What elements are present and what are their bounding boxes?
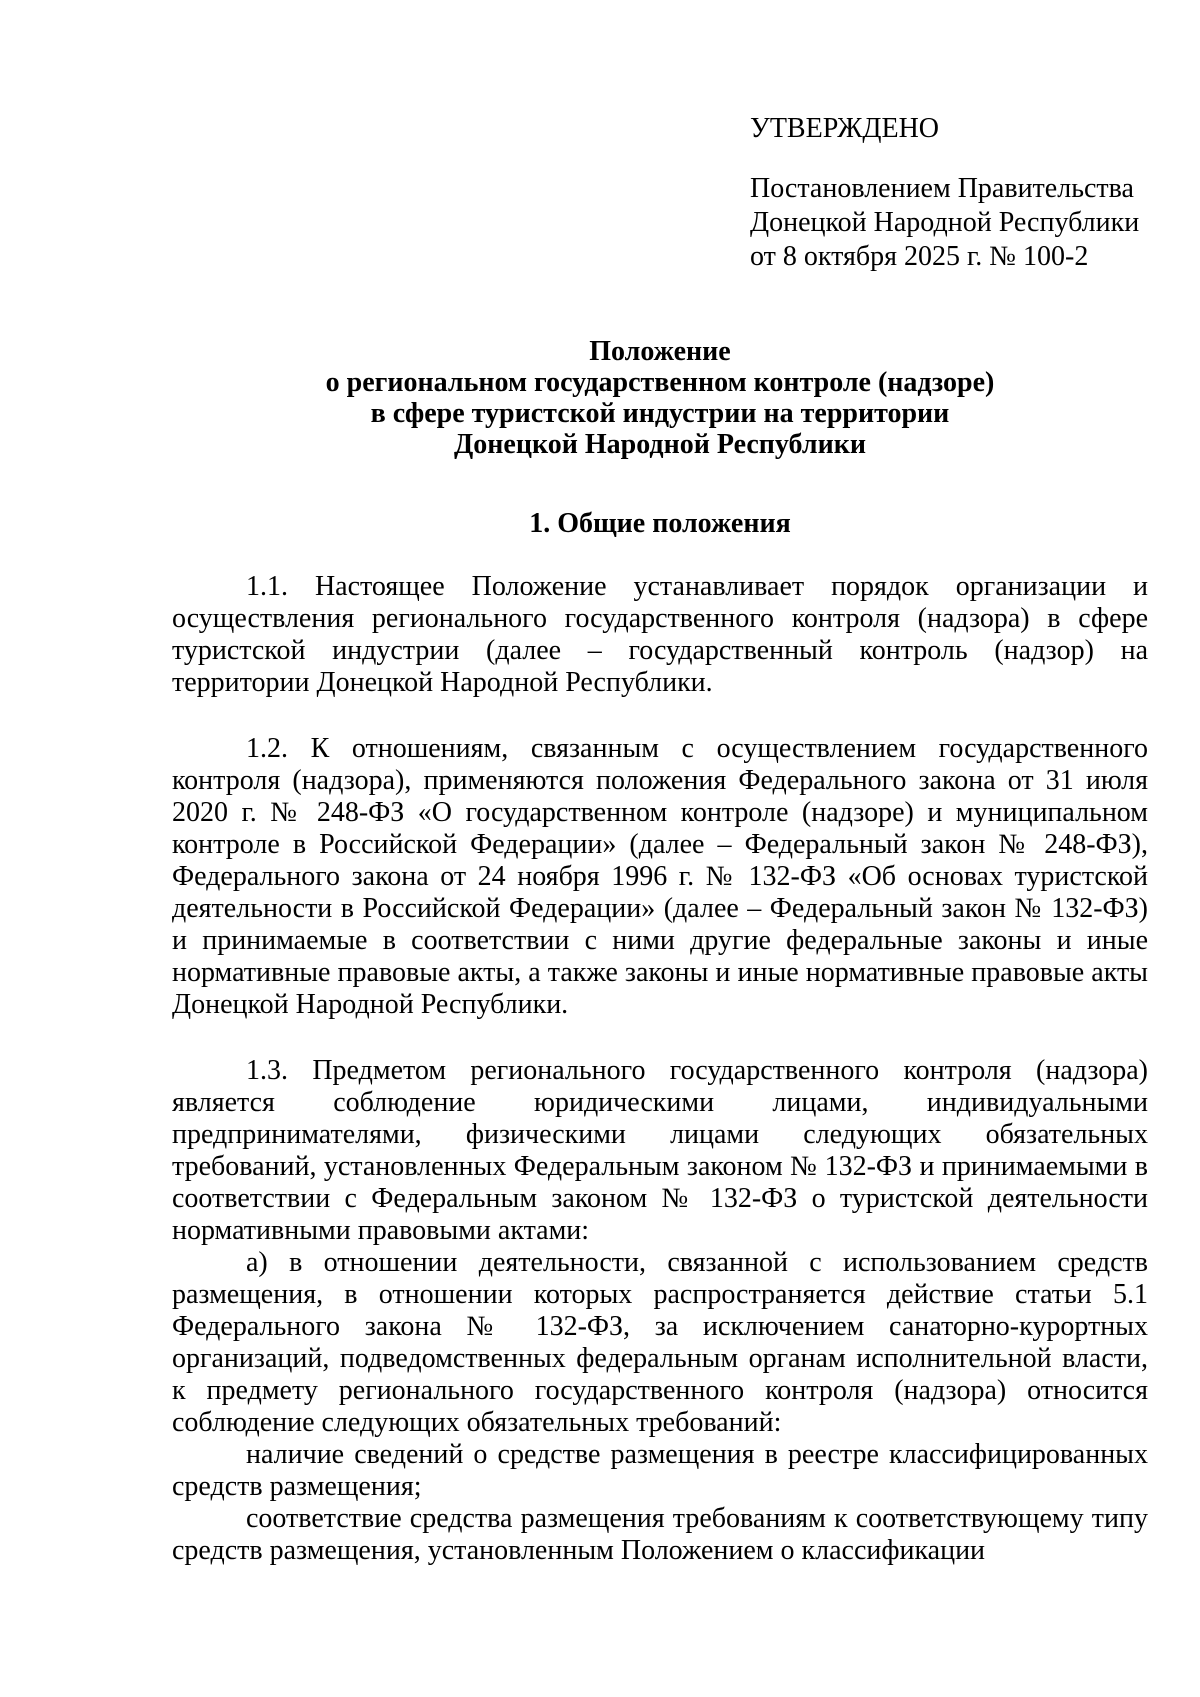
- paragraph-1-1: 1.1. Настоящее Положение устанавливает порядок организации и осуществления регионального государственного контроля (надзора) в сфере туристской индустрии (далее – государственный контроль (надзор) на территории Донецкой Народной Республики.: [172, 571, 1148, 698]
- approval-line: Донецкой Народной Республики: [750, 207, 1140, 238]
- section-heading: 1. Общие положения: [529, 508, 791, 539]
- paragraph-1-2: 1.2. К отношениям, связанным с осуществлением государственного контроля (надзора), применяются положения Федерального закона от 31 июля 2020 г. № 248-ФЗ «О государственном контроле (надзоре) и муниципальном контроле в Российской Федерации» (далее – Федеральный закон № 248-ФЗ), Федерального закона от 24 ноября 1996 г. № 132-ФЗ «Об основах туристской деятельности в Российской Федерации» (далее – Федеральный закон № 132-ФЗ) и принимаемые в соответствии с ними другие федеральные законы и иные нормативные правовые акты, а также законы и иные нормативные правовые акты Донецкой Народной Республики.: [172, 733, 1148, 1020]
- document-title-line: в сфере туристской индустрии на территории: [370, 398, 950, 429]
- document-title-line: о региональном государственном контроле (надзоре): [325, 367, 995, 398]
- approval-line: от 8 октября 2025 г. № 100-2: [750, 241, 1089, 272]
- requirement-item: соответствие средства размещения требованиям к соответствующему типу средств размещения, установленным Положением о классификации: [172, 1503, 1148, 1566]
- approval-stamp: УТВЕРЖДЕНО: [750, 113, 940, 144]
- approval-block: [750, 112, 1170, 274]
- paragraph-1-3: 1.3. Предметом регионального государственного контроля (надзора) является соблюдение юридическими лицами, индивидуальными предпринимателями, физическими лицами следующих обязательных требований, установленных Федеральным законом № 132-ФЗ и принимаемыми в соответствии с Федеральным законом № 132-ФЗ о туристской деятельности нормативными правовыми актами:: [172, 1055, 1148, 1246]
- approval-line: Постановлением Правительства: [750, 173, 1134, 204]
- document-title: [172, 336, 1148, 460]
- requirement-item: наличие сведений о средстве размещения в реестре классифицированных средств размещения;: [172, 1439, 1148, 1502]
- document-title-line: Положение: [589, 336, 731, 367]
- subparagraph-a: а) в отношении деятельности, связанной с использованием средств размещения, в отношении которых распространяется действие статьи 5.1 Федерального закона № 132-ФЗ, за исключением санаторно-курортных организаций, подведомственных федеральным органам исполнительной власти, к предмету регионального государственного контроля (надзора) относится соблюдение следующих обязательных требований:: [172, 1247, 1148, 1438]
- document-title-line: Донецкой Народной Республики: [454, 429, 866, 460]
- document-body: [172, 571, 1148, 1567]
